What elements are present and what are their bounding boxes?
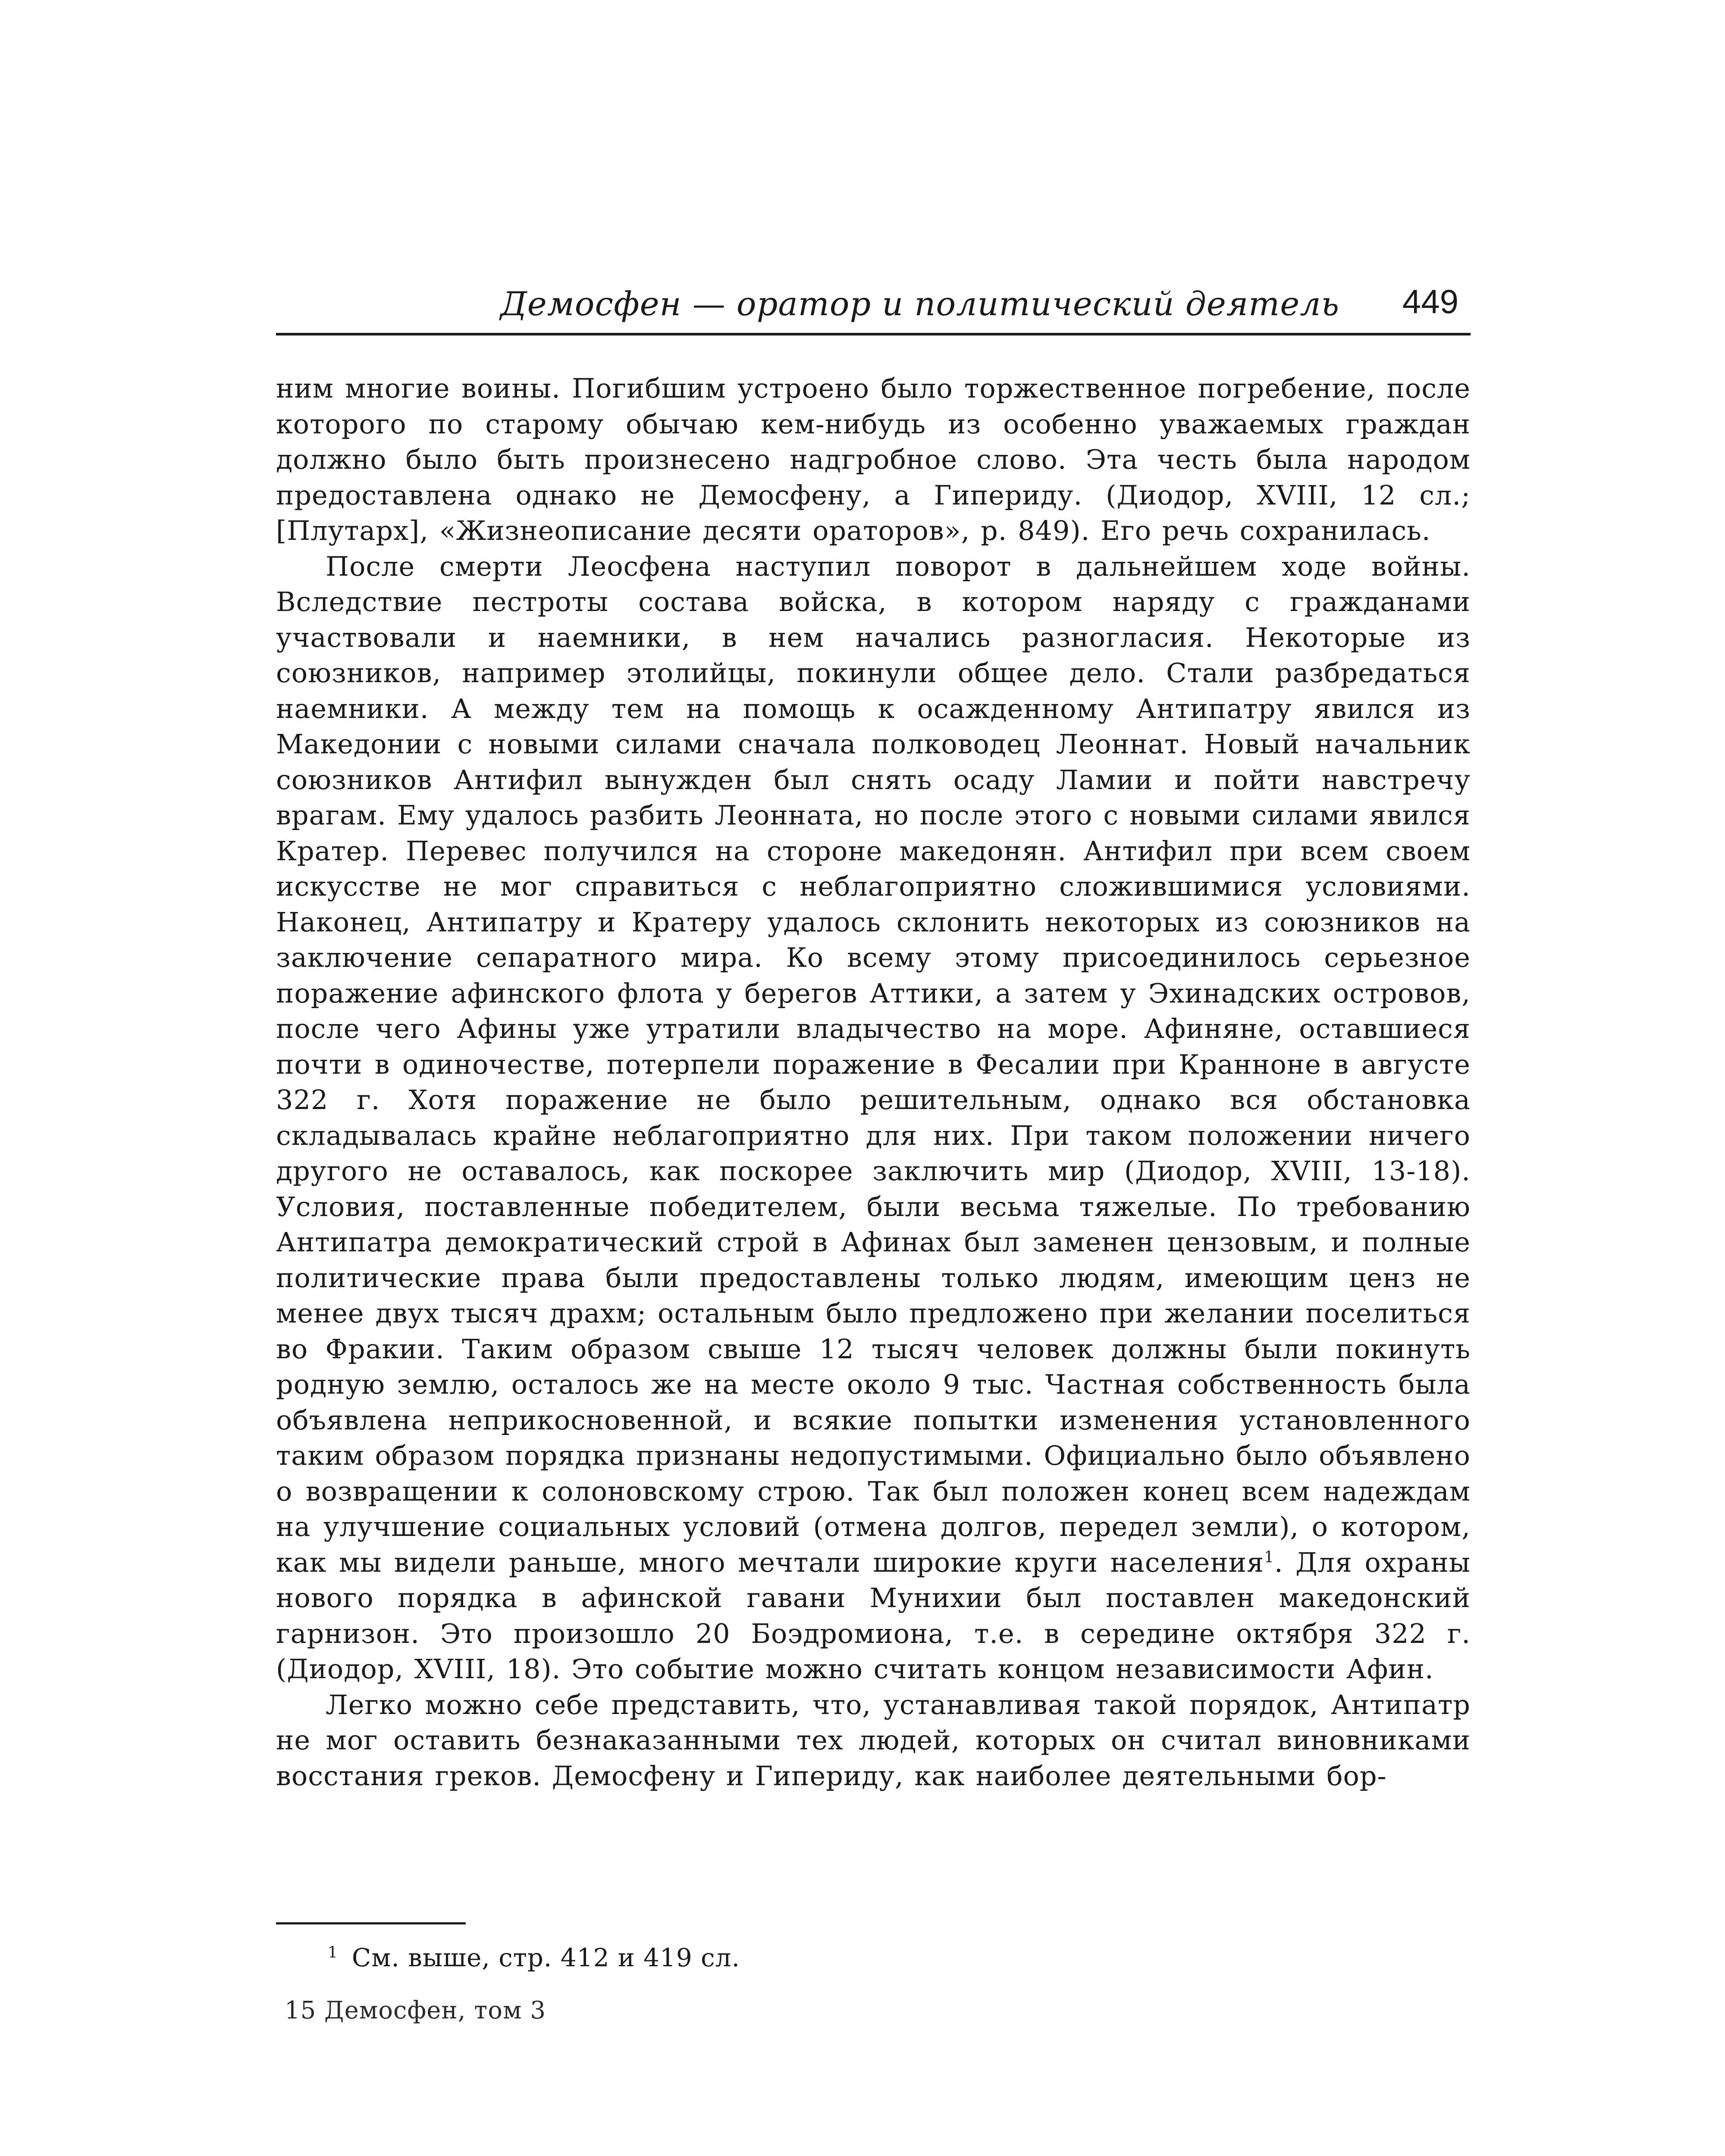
paragraph-2	[276, 549, 1471, 1687]
page-number: 449	[1402, 282, 1458, 320]
body-text	[276, 371, 1471, 1794]
footnote-rule	[276, 1922, 466, 1924]
running-title: Демосфен — оратор и политический деятель	[500, 285, 1339, 323]
paragraph-1: ним многие воины. Погибшим устроено было торжественное погребение, после которого по старому обычаю кем-нибудь из особенно уважаемых граждан должно было быть произнесено надгробное слово. Эта честь была народом предоставлена однако не Демосфену, а Гипериду. (Диодор, XVIII, 12 сл.; [Плутарх], «Жизнеописание десяти ораторов», p. 849). Его речь сохранилась.	[276, 373, 1471, 546]
paragraph-2-tail: . Для охраны нового порядка в афинской гавани Мунихии был поставлен македонский гарнизон. Это произошло 20 Боэдромиона, т.е. в середине октября 322 г. (Диодор, XVIII, 18). Это событие можно считать концом независимости Афин.	[276, 1546, 1471, 1685]
header-rule	[276, 333, 1471, 335]
paragraph-2-text: После смерти Леосфена наступил поворот в дальнейшем ходе войны. Вследствие пестроты состава войска, в котором наряду с гражданами участвовали и наемники, в нем начались разногласия. Некоторые из союзников, например этолийцы, покинули общее дело. Стали разбредаться наемники. А между тем на помощь к осажденному Антипатру явился из Македонии с новыми силами сначала полководец Леоннат. Новый начальник союзников Антифил вынужден был снять осаду Ламии и пойти навстречу врагам. Ему удалось разбить Леонната, но после этого с новыми силами явился Кратер. Перевес получился на стороне македонян. Антифил при всем своем искусстве не мог справиться с неблагоприятно сложившимися условиями. Наконец, Антипатру и Кратеру удалось склонить некоторых из союзников на заключение сепаратного мира. Ко всему этому присоединилось серьезное поражение афинского флота у берегов Аттики, а затем у Эхинадских островов, после чего Афины уже утратили владычество на море. Афиняне, оставшиеся почти в одиночестве, потерпели поражение в Фесалии при Кранноне в августе 322 г. Хотя поражение не было решительным, однако вся обстановка складывалась крайне неблагоприятно для них. При таком положении ничего другого не оставалось, как поскорее заключить мир (Диодор, XVIII, 13-18). Условия, поставленные победителем, были весьма тяжелые. По требованию Антипатра демократический строй в Афинах был заменен цензовым, и полные политические права были предоставлены только людям, имеющим ценз не менее двух тысяч драхм; остальным было предложено при желании поселиться во Фракии. Таким образом свыше 12 тысяч человек должны были покинуть родную землю, осталось же на месте около 9 тыс. Частная собственность была объявлена неприкосновенной, и всякие попытки изменения установленного таким образом порядка признаны недопустимыми. Официально было объявлено о возвращении к солоновскому строю. Так был положен конец всем надеждам на улучшение социальных условий (отмена долгов, передел земли), о котором, как мы видели раньше, много мечтали широкие круги населения	[276, 550, 1471, 1578]
footnote-1	[328, 1940, 740, 1975]
footnote-reference[interactable]: 1	[1264, 1548, 1275, 1566]
printer-signature: 15 Демосфен, том 3	[285, 1996, 546, 2024]
running-head	[276, 276, 1466, 332]
footnote-text: См. выше, стр. 412 и 419 сл.	[351, 1943, 740, 1972]
paragraph-3: Легко можно себе представить, что, устанавливая такой порядок, Антипатр не мог оставить безнаказанными тех людей, которых он считал виновниками восстания греков. Демосфену и Гипериду, как наиболее деятельными бор-	[276, 1689, 1471, 1792]
footnote-mark: 1	[328, 1943, 338, 1962]
